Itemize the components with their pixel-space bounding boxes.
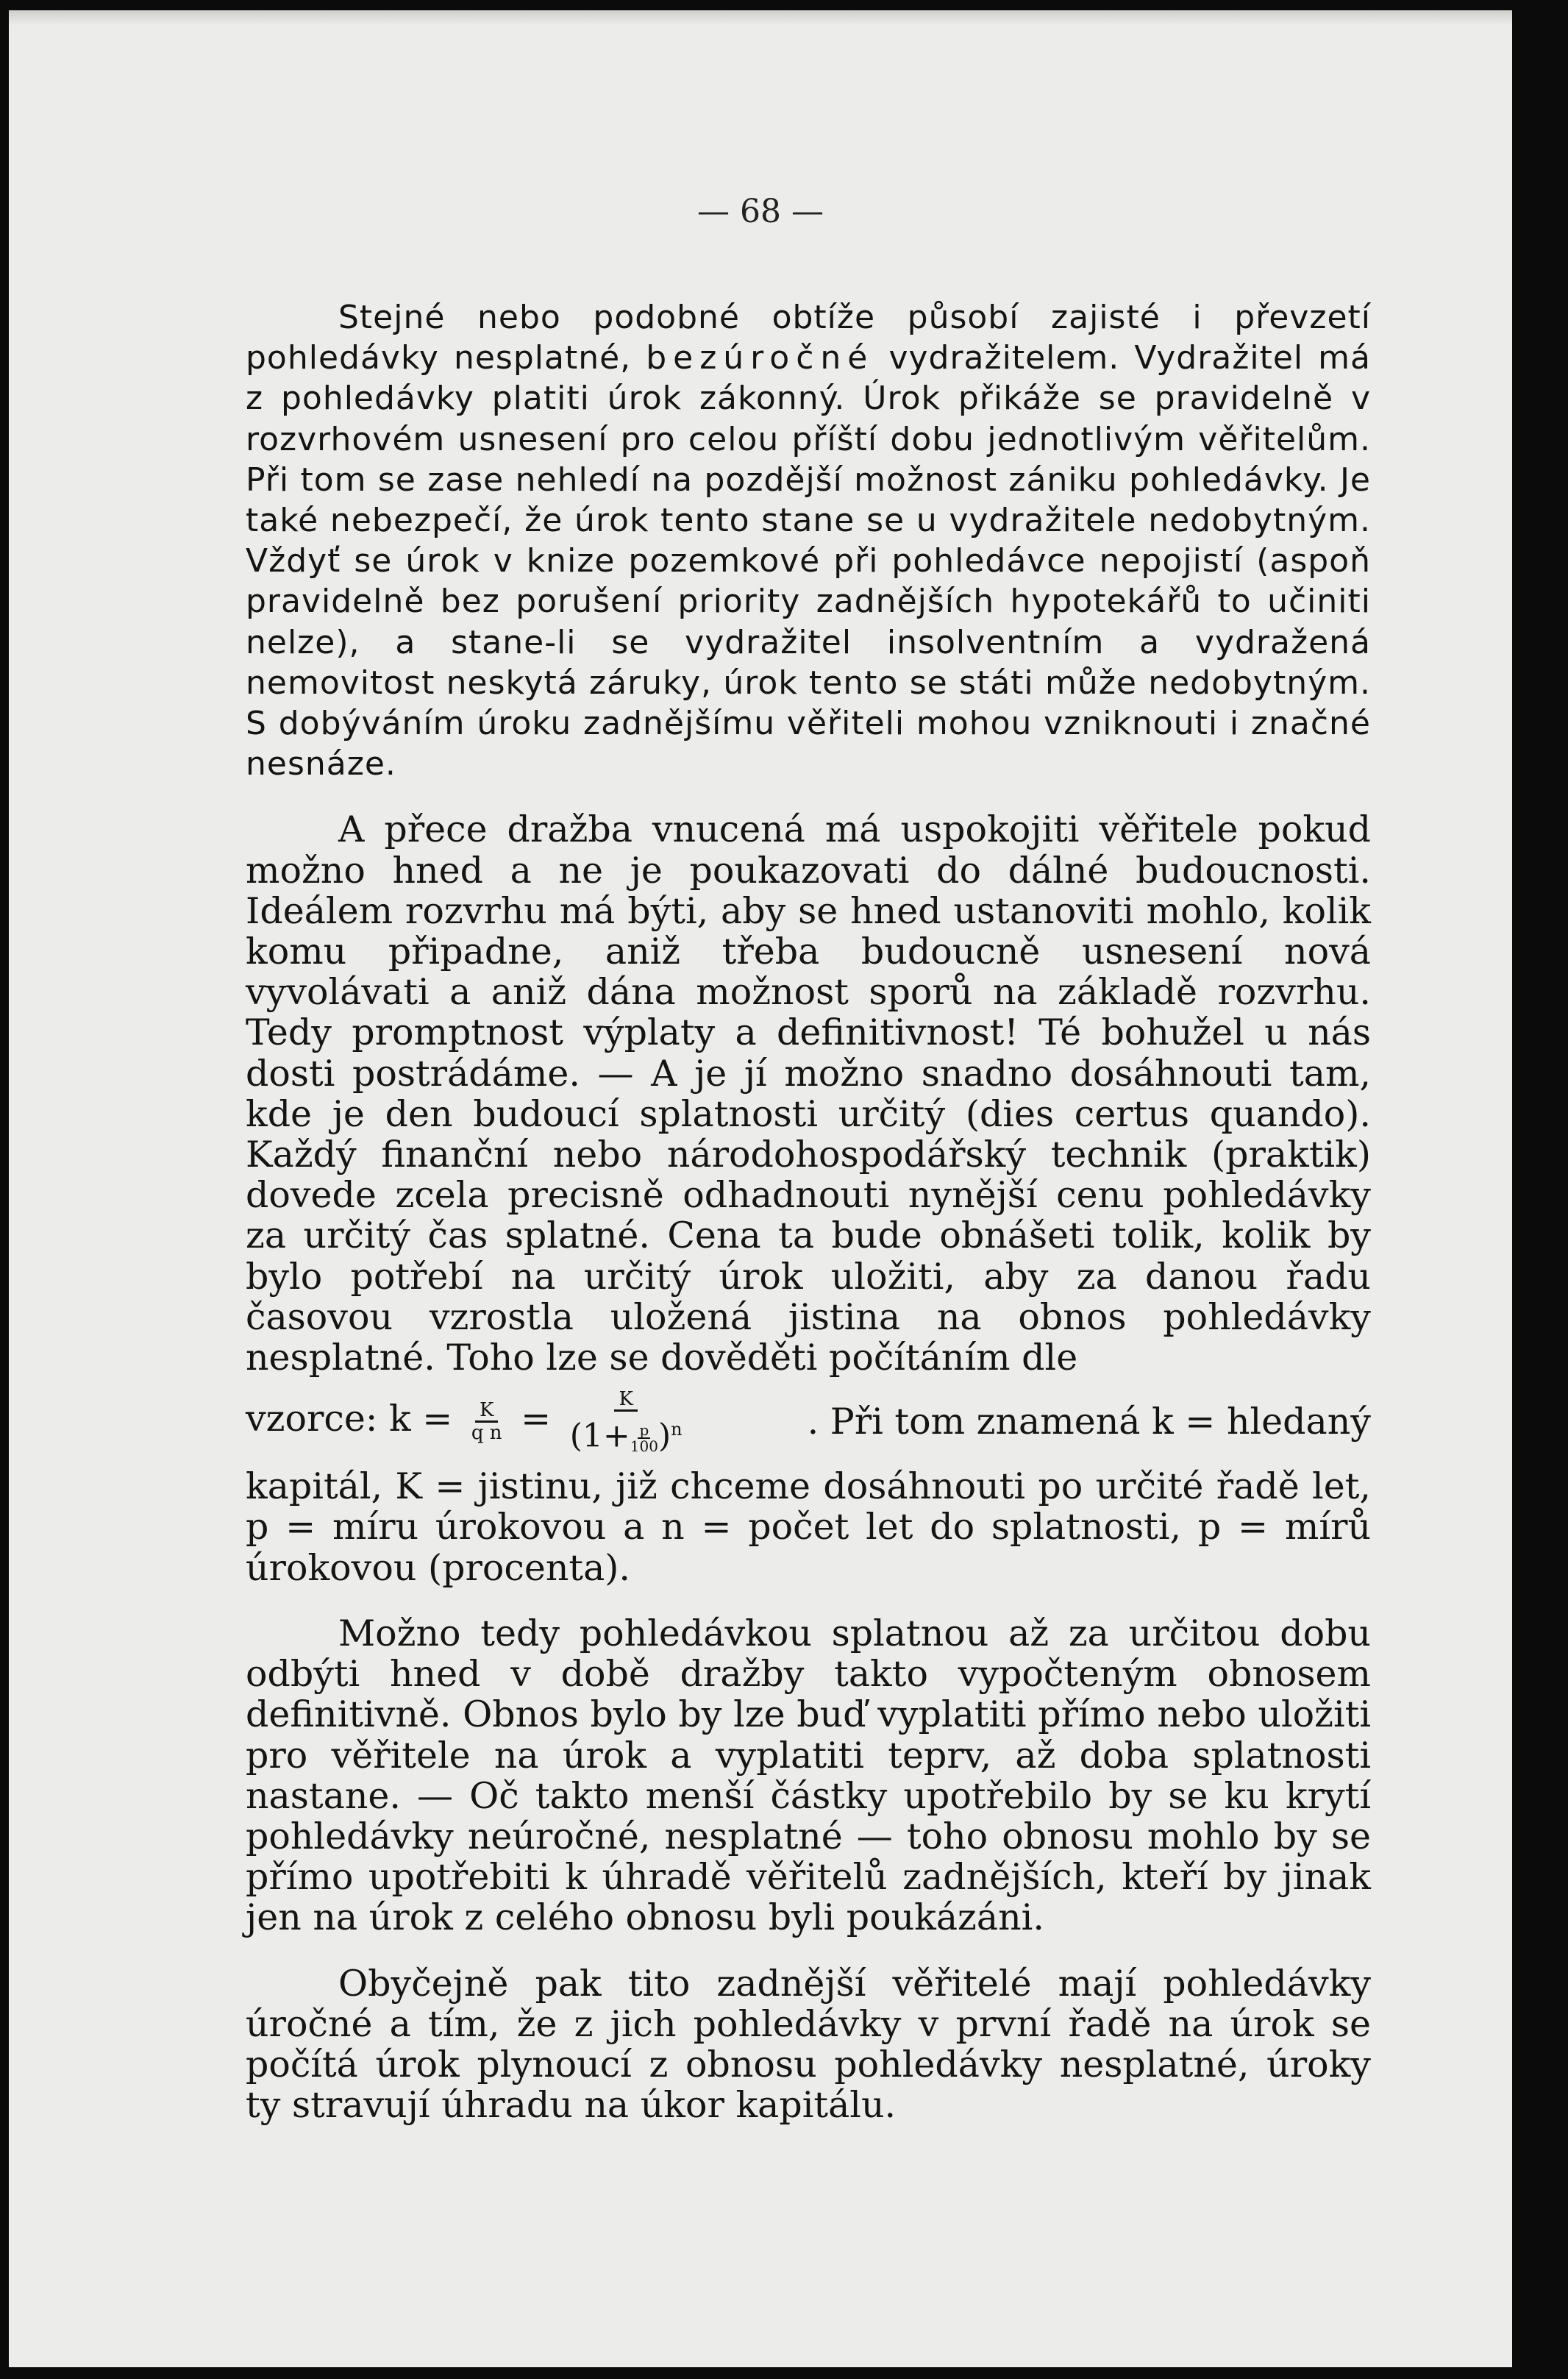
formula-fraction-1-numerator: K [475,1400,498,1423]
formula-fraction-2 [570,1389,683,1454]
formula-exponent: n [671,1418,683,1440]
paragraph-4: Obyčejně pak tito zadnější věřitelé mají pohledávky úročné a tím, že z jich pohledávky v první řadě na úrok se počítá úrok plynoucí z obnosu pohledávky nesplatné, úroky ty stravují úhradu na úkor kapitálu. [246,1962,1371,2127]
formula-100: 100 [630,1437,658,1456]
formula-p: p [639,1421,649,1440]
formula-prefix: vzorce: k = [246,1397,453,1440]
paragraph-2-continued [246,1466,1371,1588]
paragraph-3: Možno tedy pohledávkou splatnou až za určitou dobu odbýti hned v době dražby takto vypočteným obnosem definitivně. Obnos bylo by lze buď vyplatiti přímo nebo uložiti pro věřitele na úrok a vyplatiti teprv, až doba splatnosti nastane. — Oč takto menší částky upotřebilo by se ku krytí pohledávky neúročné, nesplatné — toho obnosu mohlo by se přímo upotřebiti k úhradě věřitelů zadnějších, kteří by jinak jen na úrok z celého obnosu byli poukázáni. [246,1612,1371,1939]
paragraph-1-text-a: Stejné nebo podobné obtíže působí zajisté i převzetí pohledávky nesplatné, [246,299,1371,377]
emphasis-bezurocne: bezúročné [646,339,874,377]
paragraph-1-text-b: vydražitelem. Vydražitel má z pohledávky platiti úrok zákonný. Úrok přikáže se pravidelně v rozvrhovém usnesení pro celou příští dobu jednotlivým věřitelům. Při tom se zase nehledí na pozdější možnost zániku pohledávky. Je také nebezpečí, že úrok tento stane se u vydražitele nedobytným. Vždyť se úrok v knize pozemkové při pohledávce nepojistí (aspoň pravidelně bez porušení priority zadnějších hypotekářů to učiniti nelze), a stane-li se vydražitel insolventním a vydražená nemovitost neskytá záruky, úrok tento se státi může nedobytným. S dobýváním úroku zadnějšímu věřiteli mohou vzniknouti i značné nesnáze. [246,339,1371,783]
formula-den-close: ) [658,1417,671,1455]
formula [246,1389,690,1454]
page-number: — 68 — [697,193,824,230]
formula-fraction-1-denominator: q n [471,1421,502,1444]
formula-fraction-2-numerator: K [614,1389,637,1412]
paragraph-2-text-b: kapitál, K = jistinu, již chceme dosáhnouti po určité řadě let, p = míru úrokovou a n = počet let do splatnosti, p = mírů úrokovou (procenta). [246,1465,1371,1589]
formula-line [246,1381,1371,1462]
formula-fraction-2-denominator [570,1412,683,1454]
formula-p-over-100 [630,1423,658,1454]
formula-fraction-1 [471,1400,502,1443]
book-page [9,10,1512,2367]
formula-equals: = [521,1397,552,1440]
body-text [246,297,1371,2125]
formula-den-open: (1+ [569,1417,630,1455]
paragraph-2 [246,809,1371,1378]
paragraph-1 [246,297,1371,784]
paragraph-2-text-a: A přece dražba vnucená má uspokojiti věřitele pokud možno hned a ne je poukazovati do dálné budoucnosti. Ideálem rozvrhu má býti, aby se hned ustanoviti mohlo, kolik komu připadne, aniž třeba budoucně usnesení nová vyvolávati a aniž dána možnost sporů na základě rozvrhu. Tedy promptnost výplaty a definitivnost! Té bohužel u nás dosti postrádáme. — A je jí možno snadno dosáhnouti tam, kde je den budoucí splatnosti určitý (dies certus quando). Každý finanční nebo národohospodářský technik (praktik) dovede zcela precisně odhadnouti nynější cenu pohledávky za určitý čas splatné. Cena ta bude obnášeti tolik, kolik by bylo potřebí na určitý úrok uložiti, aby za danou řadu časovou vzrostla uložená jistina na obnos pohledávky nesplatné. Toho lze se dověděti počítáním dle [246,808,1371,1379]
formula-suffix: . Při tom znamená k = hledaný [807,1400,1371,1443]
